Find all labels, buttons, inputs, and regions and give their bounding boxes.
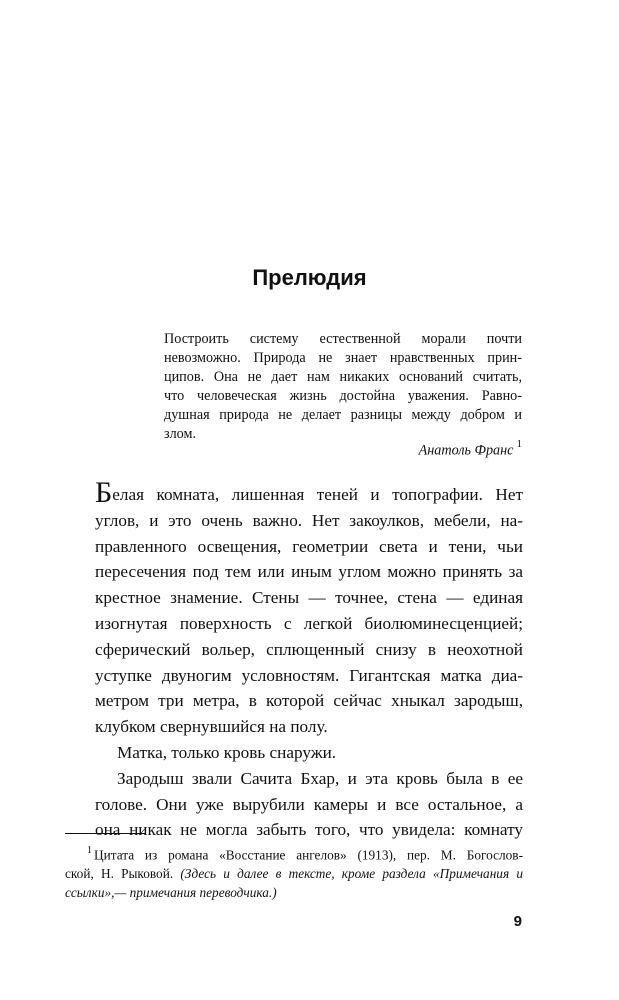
footnote-reference[interactable]: 1 (516, 438, 522, 450)
epigraph-line: душная природа не делает разницы между добром и (164, 407, 522, 423)
epigraph-line: Построить систему естественной морали почти (164, 331, 522, 347)
epigraph-line: что человеческая жизнь достойна уважения. Равно- (164, 388, 522, 404)
epigraph-line: злом. (164, 426, 197, 442)
body-line: сферический вольер, сплющенный снизу в неохотной (95, 639, 523, 659)
body-text (95, 476, 523, 843)
epigraph-line: ципов. Она не дает нам никаких оснований считать, (164, 369, 522, 385)
body-line: метром три метра, в которой сейчас хныкал зародыш, (95, 691, 523, 711)
body-line: клубком свернувшийся на полу. (95, 717, 328, 737)
footnote-line: $^1$ Цитата из романа «Восстание ангелов» (1913), пер. М. Богослов- (87, 845, 523, 863)
body-line: пересечения под тем или иным углом можно принять за (95, 562, 523, 582)
footnote-divider (65, 833, 145, 834)
body-line: Белая комната, лишенная теней и топографии. Нет (95, 476, 523, 509)
body-line: крестное знамение. Стены — точнее, стена — единая (95, 588, 523, 608)
footnote-number: 1 (87, 845, 92, 856)
body-line: правленного освещения, геометрии света и тени, чьи (95, 536, 523, 556)
epigraph-line: невозможно. Природа не знает нравственных прин- (164, 350, 522, 366)
body-line: голове. Они уже вырубили камеры и все остальное, а (95, 794, 523, 814)
epigraph-attribution (419, 440, 522, 460)
body-line: уступке двуногим условностям. Гигантская матка диа- (95, 665, 523, 685)
chapter-title: Прелюдия (252, 265, 367, 290)
page-number: 9 (513, 913, 522, 930)
body-line: она никак не могла забыть того, что увидела: комнату (95, 820, 523, 840)
body-line: углов, и это очень важно. Нет закоулков, мебели, на- (95, 510, 523, 530)
epigraph (164, 330, 522, 444)
epigraph-author: Анатоль Франс (418, 442, 514, 459)
footnote (65, 842, 523, 902)
drop-cap: Б (95, 476, 113, 509)
footnote-line: ской, Н. Рыковой. (Здесь и далее в тексте, кроме раздела «Примечания и (65, 866, 523, 882)
body-line: Зародыш звали Сачита Бхар, и эта кровь была в ее (117, 768, 523, 788)
body-line: изогнутая поверхность с легкой биолюминесценцией; (95, 613, 523, 633)
body-line: Матка, только кровь снаружи. (117, 742, 337, 762)
footnote-line: ссылки»,— примечания переводчика.) (65, 885, 277, 901)
